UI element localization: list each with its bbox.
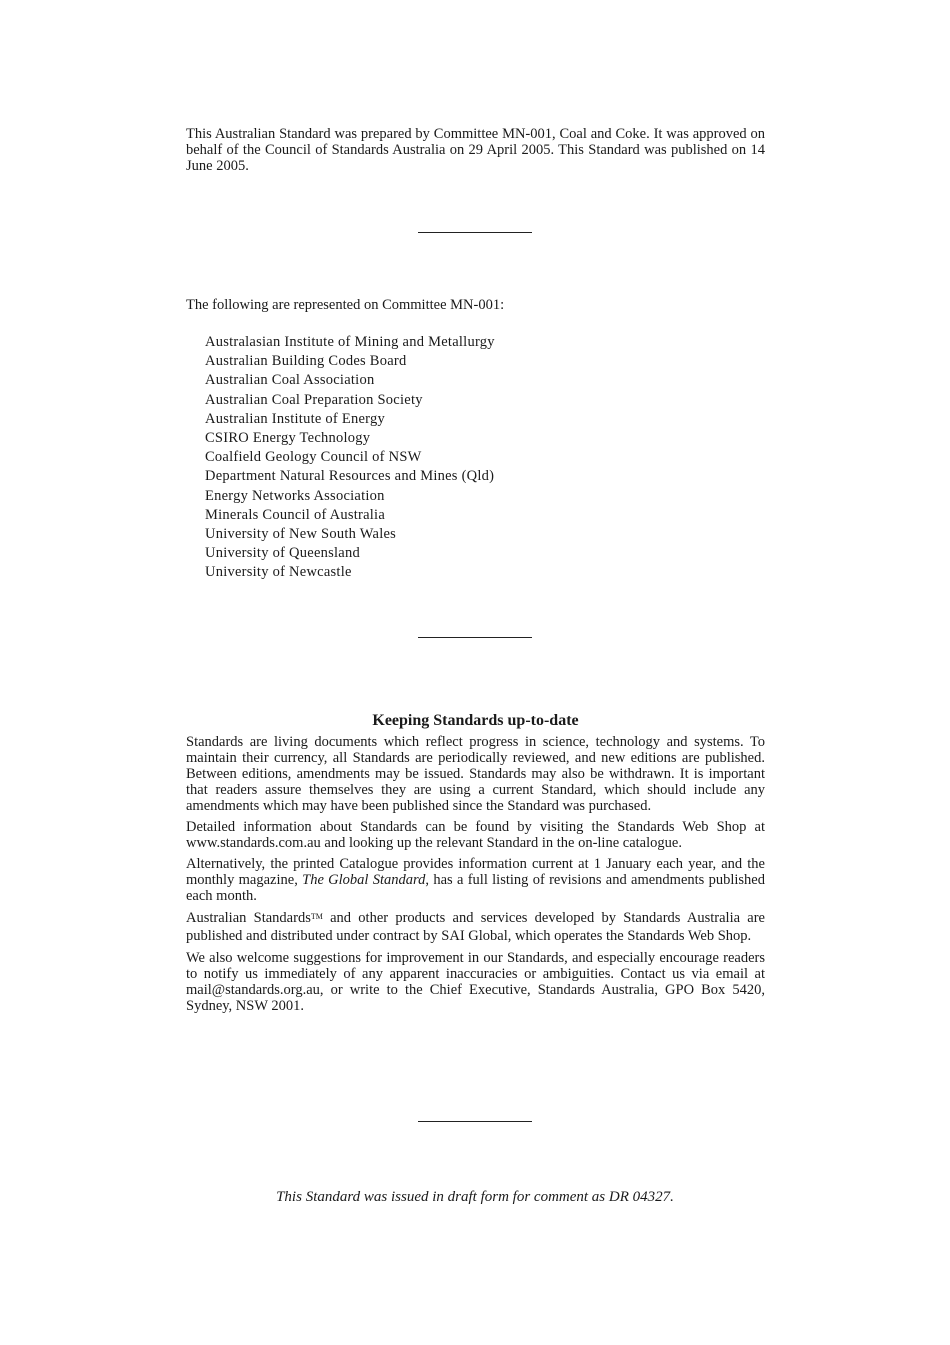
keeping-paragraph: Detailed information about Standards can be found by visiting the Standards Web Shop at www.standards.com.au and looking up the relevant Standard in the on-line catalogue.	[186, 819, 765, 851]
committee-member: CSIRO Energy Technology	[205, 430, 371, 447]
committee-member: Australasian Institute of Mining and Metallurgy	[205, 334, 495, 350]
committee-member: University of Newcastle	[205, 564, 352, 581]
committee-member: Minerals Council of Australia	[205, 506, 386, 523]
keeping-standards-heading: Keeping Standards up-to-date	[372, 712, 579, 729]
paragraph-text: , has a full listing of revisions and amendments published each month.	[186, 872, 765, 904]
committee-member: Department Natural Resources and Mines (Qld)	[205, 468, 495, 485]
committee-member: Coalfield Geology Council of NSW	[205, 449, 422, 466]
paragraph-text: Alternatively, the printed Catalogue provides information current at 1 January each year, and the monthly magazine,	[186, 856, 765, 888]
committee-member: Australian Coal Association	[205, 372, 375, 389]
magazine-title: The Global Standard	[302, 872, 426, 888]
committee-member: Energy Networks Association	[205, 487, 385, 504]
section-divider	[418, 637, 532, 638]
committee-member: Australian Coal Preparation Society	[205, 391, 423, 408]
committee-member: Australian Institute of Energy	[205, 410, 385, 427]
keeping-paragraph: Standards are living documents which reflect progress in science, technology and systems. To maintain their currency, all Standards are periodically reviewed, and new editions are published. Between editions, amendments may be issued. Standards may also be withdrawn. It is important that readers assure themselves they are using a current Standard, which should include any amendments which may have been published since the Standard was purchased.	[186, 734, 765, 814]
keeping-paragraph: We also welcome suggestions for improvement in our Standards, and especially encourage readers to notify us immediately of any apparent inaccuracies or ambiguities. Contact us via email at mail@standards.org.au, or write to the Chief Executive, Standards Australia, GPO Box 5420, Sydney, NSW 2001.	[186, 950, 765, 1014]
committee-member-list	[205, 333, 495, 583]
keeping-standards-body	[186, 734, 765, 1019]
trademark-mark: TM	[310, 912, 323, 921]
section-divider	[418, 232, 532, 233]
committee-member: University of New South Wales	[205, 526, 397, 543]
keeping-paragraph	[186, 856, 765, 904]
committee-member: Australian Building Codes Board	[205, 353, 407, 370]
committee-member: University of Queensland	[205, 545, 360, 562]
paragraph-text: and other products and services developed by Standards Australia are published and distributed under contract by SAI Global, which operates the Standards Web Shop.	[186, 910, 765, 944]
keeping-paragraph	[186, 909, 765, 945]
committee-intro: The following are represented on Committee MN-001:	[186, 297, 505, 313]
preparation-statement: This Australian Standard was prepared by Committee MN-001, Coal and Coke. It was approved on behalf of the Council of Standards Australia on 29 April 2005. This Standard was published on 14 June 2005.	[186, 126, 765, 174]
section-divider	[418, 1121, 532, 1122]
draft-note: This Standard was issued in draft form for comment as DR 04327.	[276, 1189, 674, 1205]
paragraph-text: Australian Standards	[186, 910, 311, 926]
